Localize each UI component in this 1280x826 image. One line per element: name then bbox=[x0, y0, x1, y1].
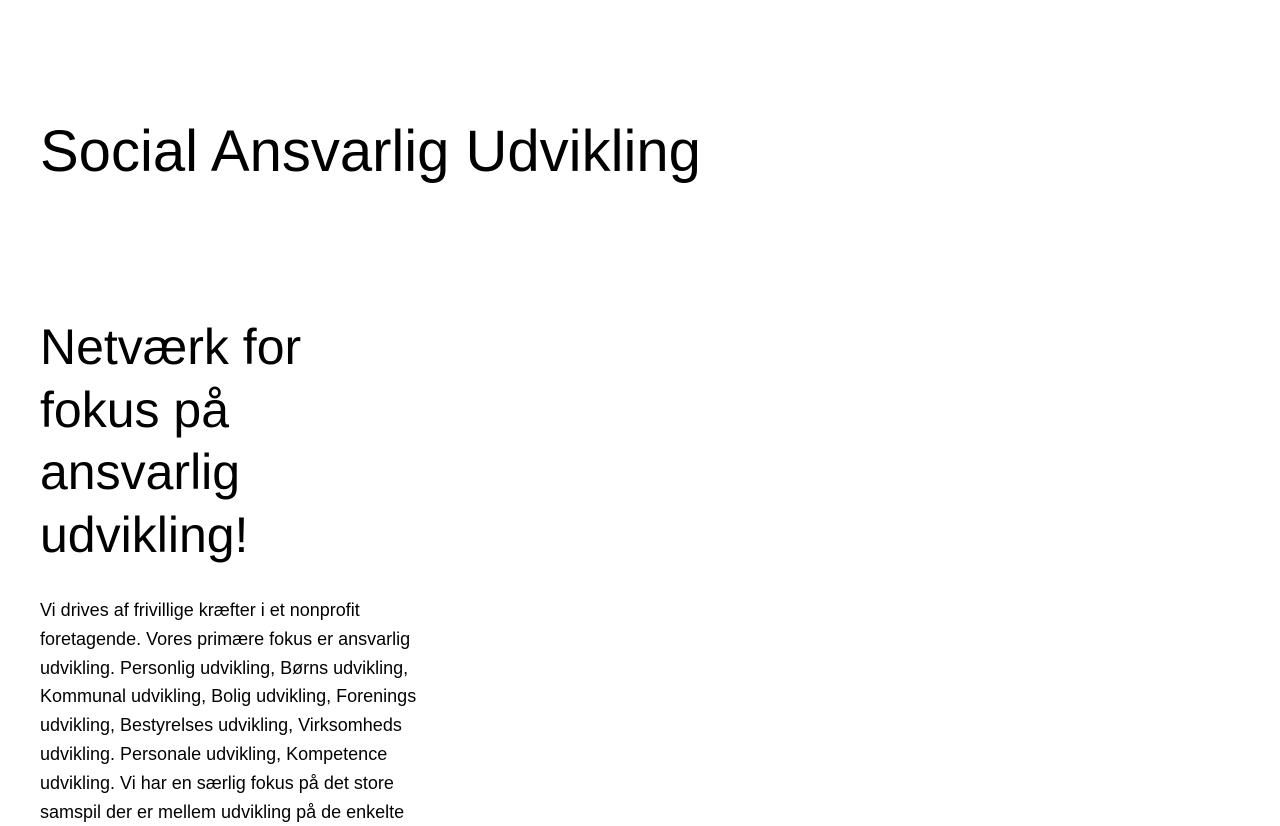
site-title[interactable]: Social Ansvarlig Udvikling bbox=[40, 119, 701, 184]
hero-heading: Netværk for fokus på ansvarlig udvikling! bbox=[40, 319, 302, 563]
hero-section bbox=[40, 316, 430, 826]
hero-description: Vi drives af frivillige kræfter i et nonprofit foretagende. Vores primære fokus er ansvarlig udvikling. Personlig udvikling, Børns udvikling, Kommunal udvikling, Bolig udvikling, Forenings udvikling, Bestyrelses udvikling, Virksomheds udvikling. Personale udvikling, Kompetence udvikling. Vi har en særlig fokus på det store samspil der er mellem udvikling på de enkelte bbox=[40, 600, 417, 822]
